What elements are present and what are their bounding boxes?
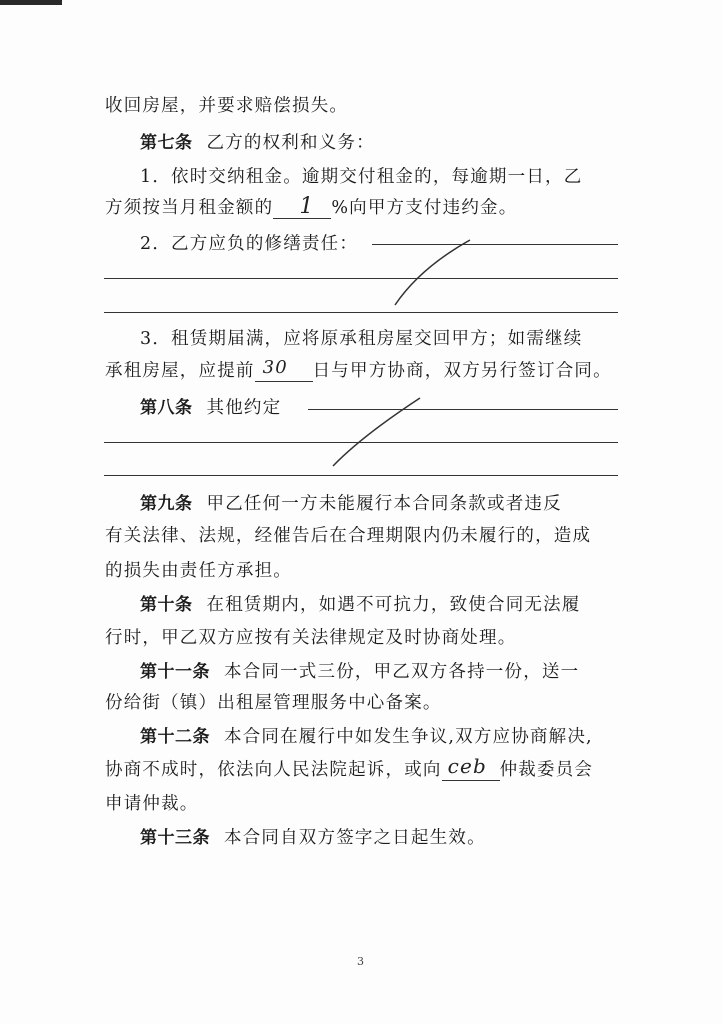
text-line: 的损失由责任方承担。 (105, 561, 292, 581)
text-line: 2．乙方应负的修缮责任： (140, 234, 359, 254)
text-fragment: 方须按当月租金额的 (105, 198, 274, 218)
handwritten-percent: 1 (299, 194, 315, 219)
fill-in-line (104, 475, 618, 476)
text-line: 行时，甲乙双方应按有关法律规定及时协商处理。 (105, 628, 517, 648)
text-line: 申请仲裁。 (105, 794, 199, 814)
article-text: 本合同一式三份，甲乙双方各持一份，送一 (224, 662, 580, 682)
article-title: 第十一条 (140, 662, 210, 682)
article-title: 第十条 (140, 595, 193, 615)
article-7-heading (140, 128, 620, 154)
article-text: 甲乙任何一方未能履行本合同条款或者违反 (206, 494, 562, 514)
fill-in-line (104, 312, 618, 313)
notice-days-blank (255, 357, 313, 382)
fill-in-line (104, 278, 618, 279)
article-text: 其他约定 (206, 398, 282, 418)
article-title: 第十三条 (140, 828, 210, 848)
text-line: 收回房屋，并要求赔偿损失。 (105, 96, 349, 116)
text-fragment: %向甲方支付违约金。 (331, 198, 518, 218)
fill-in-line (308, 409, 618, 410)
article-text: 本合同自双方签字之日起生效。 (224, 828, 486, 848)
article-13-heading (140, 823, 620, 849)
text-fragment: 日与甲方协商，双方另行签订合同。 (312, 361, 612, 381)
text-fragment: 承租房屋，应提前 (105, 361, 255, 381)
article-text: 本合同在履行中如发生争议,双方应协商解决, (224, 727, 593, 747)
text-fragment: 仲裁委员会 (499, 760, 594, 780)
article-title: 第十二条 (140, 727, 210, 747)
page-number: 3 (357, 955, 364, 968)
article-title: 第九条 (140, 494, 193, 514)
article-10-heading (140, 590, 620, 616)
article-8-heading (140, 393, 620, 419)
handwritten-arbitration: ceb (447, 754, 488, 778)
text-line-with-blank (105, 756, 620, 781)
penalty-percent-blank (273, 194, 331, 219)
text-line-with-blank (105, 194, 620, 219)
text-line: 有关法律、法规，经催告后在合理期限内仍未履行的，造成 (105, 526, 592, 546)
article-12-heading (140, 722, 620, 748)
article-title: 第八条 (140, 398, 193, 418)
fill-in-line (372, 244, 618, 245)
text-fragment: 协商不成时，依法向人民法院起诉，或向 (105, 760, 442, 780)
article-11-heading (140, 657, 620, 683)
fill-in-line (104, 442, 618, 443)
arbitration-blank (442, 754, 500, 781)
scan-edge-mark (0, 0, 62, 5)
text-line: 3．租赁期届满，应将原承租房屋交回甲方；如需继续 (140, 329, 583, 349)
handwritten-days: 30 (262, 357, 288, 378)
article-9-heading (140, 489, 620, 515)
text-line-with-blank (105, 357, 620, 382)
article-title: 第七条 (140, 133, 193, 153)
article-text: 乙方的权利和义务： (206, 133, 375, 153)
text-line: 1．依时交纳租金。逾期交付租金的，每逾期一日，乙 (140, 167, 583, 187)
article-text: 在租赁期内，如遇不可抗力，致使合同无法履 (206, 595, 581, 615)
text-line: 份给街（镇）出租屋管理服务中心备案。 (105, 693, 442, 713)
